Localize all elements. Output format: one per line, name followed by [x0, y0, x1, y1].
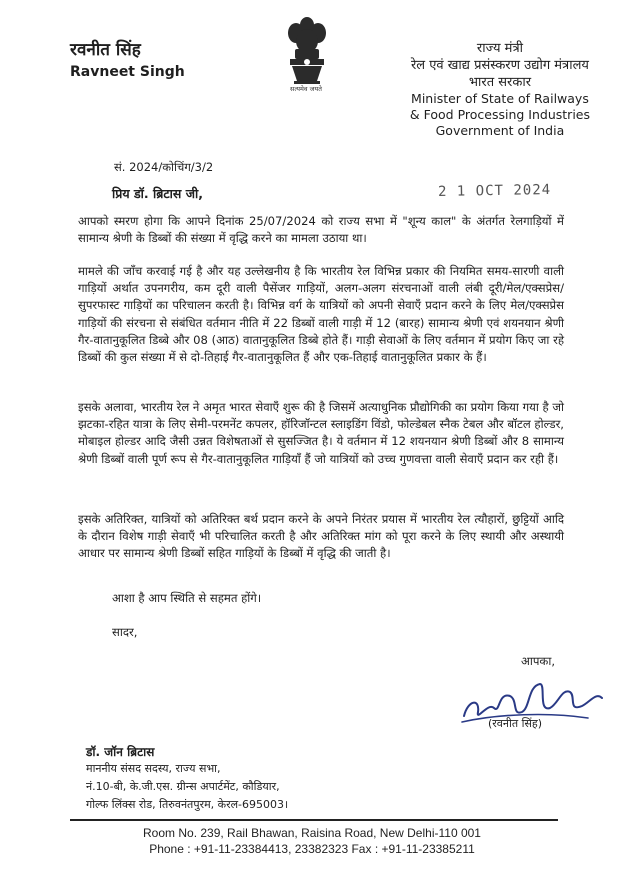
designation-hindi-line: रेल एवं खाद्य प्रसंस्करण उद्योग मंत्रालय	[410, 58, 589, 73]
minister-name-hindi: रवनीत सिंह	[70, 40, 141, 60]
designation-block	[410, 40, 590, 139]
designation-hindi-line: राज्य मंत्री	[476, 41, 523, 56]
closing-regards: सादर,	[112, 625, 138, 639]
body-paragraph: मामले की जाँच करवाई गई है और यह उल्लेखनीय है कि भारतीय रेल विभिन्न प्रकार की नियमित समय-सारणी वाली गाड़ियों अर्थात उपनगरीय, कम दूरी वाली पैसेंजर गाड़ियों, अलग-अलग संरचनाओं वाली लंबी दूरी/मेल/एक्सप्रेस/सुपरफास्ट गाड़ियों का परिचालन करती है। विभिन्न वर्ग के यात्रियों को अपनी सेवाएँ प्रदान करने के लिए मेल/एक्सप्रेस गाड़ियों की संरचना से संबंधित वर्तमान नीति में 22 डिब्बों वाली गाड़ी में 12 (बारह) सामान्य श्रेणी एवं शयनयान श्रेणी गैर-वातानुकूलित डिब्बे और 08 (आठ) वातानुकूलित डिब्बे होते हैं। गाड़ी सेवाओं के लिए वर्तमान में प्रयोग किए जा रहे डिब्बों की कुल संख्या में से दो-तिहाई गैर-वातानुकूलित हैं और एक-तिहाई वातानुकूलित प्रकार के हैं।	[78, 264, 564, 365]
body-paragraph: इसके अतिरिक्त, यात्रियों को अतिरिक्त बर्थ प्रदान करने के अपने निरंतर प्रयास में भारतीय रेल त्यौहारों, छुट्टियों आदि के दौरान विशेष गाड़ी सेवाएँ भी परिचालित करती है और अतिरिक्त मांग को पूरा करने के लिए स्थायी और अस्थायी आधार पर सामान्य श्रेणी डिब्बों सहित गाड़ियों के डिब्बों में वृद्धि की जाती है।	[78, 512, 564, 561]
yours-sincerely: आपका,	[521, 654, 556, 668]
designation-english-line: & Food Processing Industries	[409, 107, 590, 122]
recipient-address-line: नं.10-बी, के.जी.एस. ग्रीन्स अपार्टमेंट, कौडियार,	[86, 780, 280, 793]
closing-hope: आशा है आप स्थिति से सहमत होंगे।	[112, 591, 262, 605]
reference-number: सं. 2024/कोचिंग/3/2	[114, 160, 214, 174]
designation-english-line: Government of India	[435, 123, 565, 138]
designation-english-line: Minister of State of Railways	[411, 91, 589, 106]
date-stamp: 2 1 OCT 2024	[437, 182, 552, 200]
footer-phone: Phone : +91-11-23384413, 23382323 Fax : +91-11-23385211	[149, 842, 475, 856]
minister-name-english: Ravneet Singh	[70, 64, 185, 80]
body-paragraph: इसके अलावा, भारतीय रेल ने अमृत भारत सेवाएँ शुरू की है जिसमें अत्याधुनिक प्रौद्योगिकी का प्रयोग किया गया है जो झटका-रहित यात्रा के लिए सेमी-परमनेंट कपलर, हॉरिजॉन्टल स्लाइडिंग विंडो, फोल्डेबल स्नैक टेबल और बॉटल होल्डर, मोबाइल होल्डर आदि जैसी उन्नत विशेषताओं से सुसज्जित है। ये वर्तमान में 12 शयनयान श्रेणी डिब्बों और 8 सामान्य श्रेणी डिब्बों वाली पूर्ण रूप से गैर-वातानुकूलित गाड़ियाँ हैं जो यात्रियों को उच्च गुणवत्ता वाली सेवाएँ प्रदान कर रही हैं।	[78, 400, 564, 466]
body-paragraph: आपको स्मरण होगा कि आपने दिनांक 25/07/2024 को राज्य सभा में "शून्य काल" के अंतर्गत रेलगाड़ियों में सामान्य श्रेणी के डिब्बों की संख्या में वृद्धि करने का मामला उठाया था।	[78, 214, 564, 246]
emblem-caption: सत्यमेव जयते	[290, 85, 322, 93]
recipient-address-line: गोल्फ लिंक्स रोड, तिरुवनंतपुरम, केरल-695003।	[86, 798, 289, 811]
designation-hindi-line: भारत सरकार	[468, 75, 532, 90]
footer-divider	[70, 819, 558, 821]
salutation: प्रिय डॉ. ब्रिटास जी,	[112, 186, 203, 201]
signatory-name: (रवनीत सिंह)	[488, 717, 543, 730]
recipient-name: डॉ. जॉन ब्रिटास	[86, 745, 155, 759]
recipient-address-line: माननीय संसद सदस्य, राज्य सभा,	[86, 762, 221, 775]
footer-address: Room No. 239, Rail Bhawan, Raisina Road, New Delhi-110 001	[143, 826, 481, 840]
